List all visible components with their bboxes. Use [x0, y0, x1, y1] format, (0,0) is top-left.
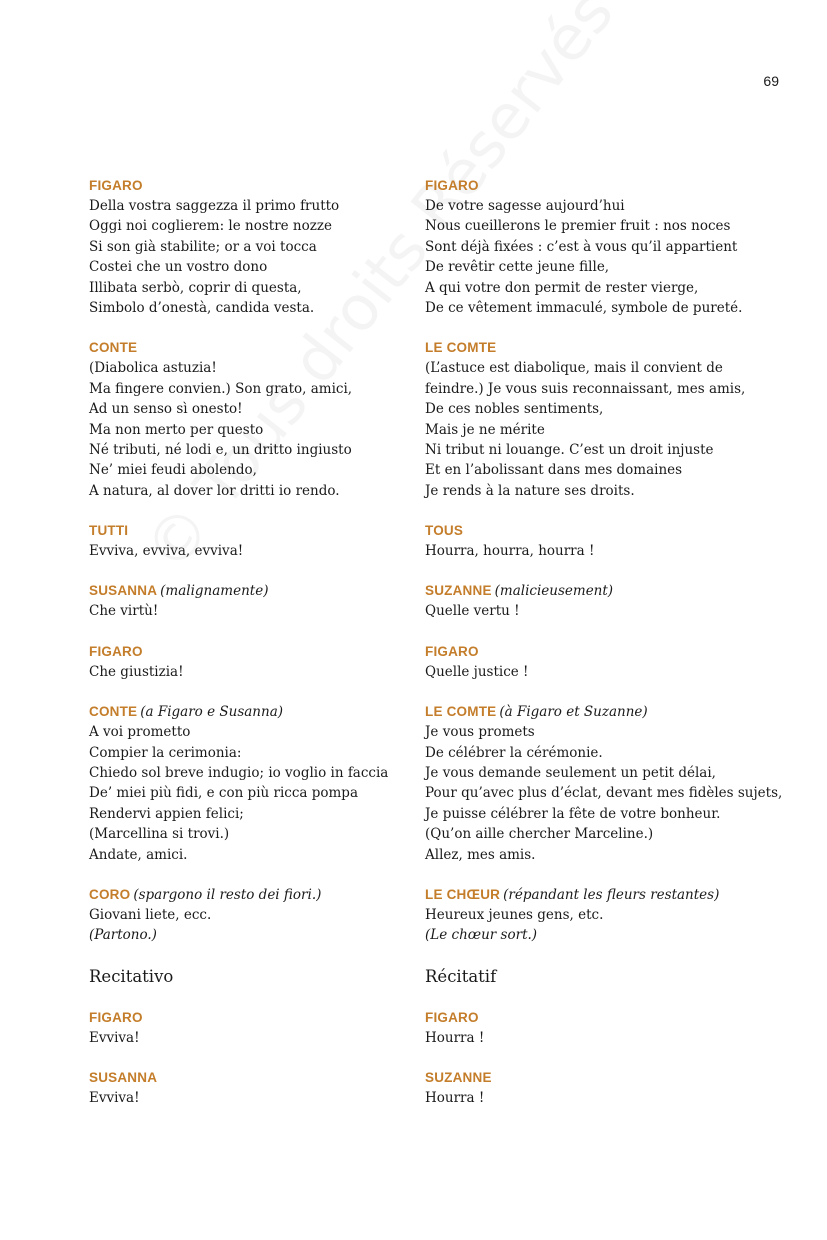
french-after-blocks [425, 1008, 785, 1109]
verse-line: Heureux jeunes gens, etc. [425, 906, 604, 923]
speaker-heading [425, 338, 785, 358]
verse-line: A voi prometto [89, 724, 191, 741]
verse-line: Che giustizia! [89, 663, 184, 680]
stage-direction-line: (Partono.) [89, 927, 157, 944]
speaker-block [89, 338, 419, 501]
verse-line: Je vous promets [425, 724, 535, 741]
speaker-name: SUSANNA [89, 1070, 158, 1086]
speaker-heading [89, 521, 419, 541]
stage-direction: (répandant les fleurs restantes) [503, 886, 720, 903]
verse-line: (Marcellina si trovi.) [89, 826, 230, 843]
verse-line: Ma non merto per questo [89, 421, 264, 438]
stage-direction: (spargono il resto dei fiori.) [133, 886, 322, 903]
verse-line: Giovani liete, ecc. [89, 906, 212, 923]
italian-after-blocks [89, 1008, 419, 1109]
verse-line: De ces nobles sentiments, [425, 401, 604, 418]
speaker-heading [425, 642, 785, 662]
verse-line: Mais je ne mérite [425, 421, 545, 438]
speaker-heading [89, 642, 419, 662]
speaker-block [425, 1008, 785, 1048]
verse-line: Ne’ miei feudi abolendo, [89, 462, 257, 479]
speaker-heading [425, 521, 785, 541]
verse-line: (Diabolica astuzia! [89, 360, 217, 377]
speaker-block [89, 1068, 419, 1108]
speaker-name: SUZANNE [425, 583, 492, 599]
speaker-name: LE COMTE [425, 704, 497, 720]
verse-line: Nous cueillerons le premier fruit : nos noces [425, 218, 731, 235]
speaker-heading [425, 176, 785, 196]
speaker-name: FIGARO [425, 643, 479, 659]
italian-column [89, 176, 419, 1129]
verse-line: Je vous demande seulement un petit délai, [425, 765, 716, 782]
stage-direction: (malignamente) [160, 583, 269, 600]
verse-line: Quelle vertu ! [425, 603, 520, 620]
italian-blocks [89, 176, 419, 946]
verse-line: feindre.) Je vous suis reconnaissant, mes amis, [425, 380, 746, 397]
verse-line: De revêtir cette jeune fille, [425, 259, 610, 276]
verse-line: Ni tribut ni louange. C’est un droit injuste [425, 441, 714, 458]
speaker-heading [89, 885, 419, 905]
verse-line: De votre sagesse aujourd’hui [425, 198, 625, 214]
verse-line: Simbolo d’onestà, candida vesta. [89, 299, 315, 316]
stage-direction: (a Figaro e Susanna) [140, 704, 284, 721]
verse-line: Hourra ! [425, 1090, 485, 1107]
speaker-heading [89, 1008, 419, 1028]
speaker-heading [89, 176, 419, 196]
verse-line: Sont déjà fixées : c’est à vous qu’il appartient [425, 238, 738, 255]
speaker-block [425, 581, 785, 621]
speaker-heading [89, 338, 419, 358]
speaker-name: FIGARO [425, 1009, 479, 1025]
speaker-heading [425, 581, 785, 601]
speaker-name: LE CHŒUR [425, 886, 501, 902]
speaker-name: CONTE [89, 340, 138, 356]
verse-line: Pour qu’avec plus d’éclat, devant mes fidèles sujets, [425, 785, 783, 802]
verse-line: Illibata serbò, coprir di questa, [89, 279, 302, 296]
speaker-block [425, 1068, 785, 1108]
speaker-name: TOUS [425, 523, 464, 539]
speaker-name: SUZANNE [425, 1070, 492, 1086]
speaker-block [89, 581, 419, 621]
speaker-block [89, 702, 419, 865]
verse-line: Hourra, hourra, hourra ! [425, 543, 595, 560]
speaker-block [89, 1008, 419, 1048]
speaker-block [89, 885, 419, 946]
verse-line: A qui votre don permit de rester vierge, [425, 279, 699, 296]
french-section-title: Récitatif [425, 966, 497, 986]
stage-direction-line: (Le chœur sort.) [425, 927, 538, 944]
speaker-heading [425, 702, 785, 722]
speaker-heading [89, 581, 419, 601]
verse-line: Che virtù! [89, 603, 159, 620]
speaker-heading [89, 702, 419, 722]
speaker-block [89, 176, 419, 318]
italian-section-title: Recitativo [89, 966, 174, 986]
verse-line: Né tributi, né lodi e, un dritto ingiusto [89, 441, 352, 458]
speaker-name: FIGARO [89, 178, 143, 193]
verse-line: A natura, al dover lor dritti io rendo. [89, 482, 340, 499]
page-number: 69 [763, 73, 779, 89]
verse-line: Evviva! [89, 1090, 140, 1107]
speaker-block [425, 338, 785, 501]
speaker-name: CONTE [89, 704, 138, 720]
verse-line: Compier la cerimonia: [89, 744, 242, 761]
verse-line: Allez, mes amis. [425, 846, 536, 863]
verse-line: Oggi noi coglierem: le nostre nozze [89, 218, 332, 235]
verse-line: Je puisse célébrer la fête de votre bonheur. [425, 805, 721, 822]
verse-line: Quelle justice ! [425, 663, 529, 680]
verse-line: Si son già stabilite; or a voi tocca [89, 238, 317, 255]
speaker-heading [425, 885, 785, 905]
verse-line: Je rends à la nature ses droits. [425, 482, 635, 499]
speaker-block [425, 521, 785, 561]
stage-direction: (à Figaro et Suzanne) [499, 704, 648, 721]
speaker-block [89, 521, 419, 561]
speaker-heading [425, 1068, 785, 1088]
speaker-block [425, 176, 785, 318]
verse-line: Ma fingere convien.) Son grato, amici, [89, 380, 353, 397]
speaker-name: SUSANNA [89, 583, 158, 599]
speaker-name: FIGARO [89, 1009, 143, 1025]
speaker-block [89, 642, 419, 682]
verse-line: Della vostra saggezza il primo frutto [89, 198, 340, 214]
verse-line: De’ miei più fidi, e con più ricca pompa [89, 785, 358, 802]
verse-line: Ad un senso sì onesto! [89, 401, 243, 418]
verse-line: Hourra ! [425, 1029, 485, 1046]
speaker-block [425, 642, 785, 682]
verse-line: (L’astuce est diabolique, mais il convient de [425, 360, 723, 377]
verse-line: De célébrer la cérémonie. [425, 744, 603, 761]
speaker-heading [425, 1008, 785, 1028]
verse-line: Andate, amici. [89, 846, 188, 863]
speaker-block [425, 885, 785, 946]
stage-direction: (malicieusement) [494, 583, 614, 600]
french-column [425, 176, 785, 1129]
speaker-name: TUTTI [89, 523, 129, 539]
verse-line: Costei che un vostro dono [89, 259, 268, 276]
french-blocks [425, 176, 785, 946]
verse-line: Rendervi appien felici; [89, 805, 244, 822]
speaker-name: CORO [89, 886, 131, 902]
speaker-heading [89, 1068, 419, 1088]
verse-line: Evviva! [89, 1029, 140, 1046]
speaker-name: FIGARO [425, 178, 479, 193]
verse-line: (Qu’on aille chercher Marceline.) [425, 826, 654, 843]
verse-line: Chiedo sol breve indugio; io voglio in faccia [89, 765, 389, 782]
speaker-name: LE COMTE [425, 340, 497, 356]
verse-line: De ce vêtement immaculé, symbole de pureté. [425, 299, 743, 316]
speaker-block [425, 702, 785, 865]
speaker-name: FIGARO [89, 643, 143, 659]
verse-line: Evviva, evviva, evviva! [89, 543, 244, 560]
verse-line: Et en l’abolissant dans mes domaines [425, 462, 683, 479]
